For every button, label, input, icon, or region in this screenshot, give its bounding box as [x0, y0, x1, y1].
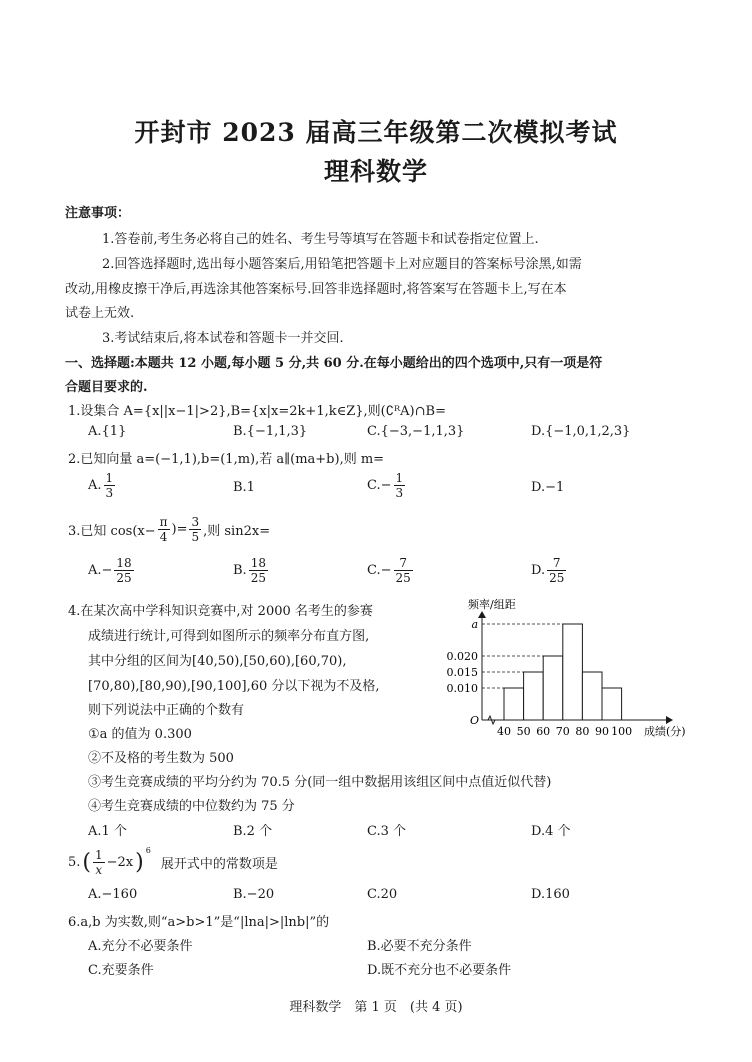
q6-option-d: D.既不充分也不必要条件	[367, 963, 512, 978]
q4-statement-4: ④考生竞赛成绩的中位数约为 75 分	[88, 799, 295, 814]
section-heading-line-1: 一、选择题:本题共 12 小题,每小题 5 分,共 60 分.在每小题给出的四个选项中,只有一项是符	[65, 356, 603, 371]
q4-option-d: D.4 个	[531, 824, 571, 839]
q4-line-4: [70,80),[80,90),[90,100],60 分以下视为不及格,	[88, 679, 380, 694]
q3-option-c: C.− $\frac{7}{25}$	[367, 556, 411, 585]
notice-item-2-line-2: 改动,用橡皮擦干净后,再选涂其他答案标号.回答非选择题时,将答案写在答题卡上,写在本	[65, 282, 567, 297]
notice-item-2-line-1: 2.回答选择题时,选出每小题答案后,用铅笔把答题卡上对应题目的答案标号涂黑,如需	[102, 257, 582, 272]
q1-option-a: A.{1}	[88, 424, 127, 439]
histogram-bar	[524, 672, 544, 720]
y-tick-label: 0.015	[446, 666, 478, 679]
q2-option-b: B.1	[233, 480, 255, 495]
y-tick-label: 0.020	[446, 650, 478, 663]
q5-option-b: B.−20	[233, 887, 275, 902]
q1-option-b: B.{−1,1,3}	[233, 424, 308, 439]
histogram-bar	[563, 624, 583, 720]
q4-option-a: A.1 个	[88, 824, 127, 839]
exam-subtitle: 理科数学	[323, 157, 428, 186]
x-tick-label: 60	[536, 725, 551, 738]
frequency-histogram	[440, 596, 690, 744]
x-tick-label: 80	[575, 725, 590, 738]
q5-option-a: A.−160	[88, 887, 138, 902]
y-axis-label: 频率/组距	[468, 598, 516, 611]
q1-option-c: C.{−3,−1,1,3}	[367, 424, 465, 439]
origin-label: O	[470, 714, 480, 727]
x-axis-label: 成绩(分)	[644, 725, 686, 738]
q4-statement-3: ③考生竞赛成绩的平均分约为 70.5 分(同一组中数据用该组区间中点值近似代替)	[88, 775, 552, 790]
page-footer: 理科数学 第 1 页 (共 4 页)	[289, 1000, 463, 1015]
q6-option-b: B.必要不充分条件	[367, 939, 472, 954]
histogram-bar	[504, 688, 524, 720]
q3-stem: 3.已知 cos(x− $\frac{\pi}{4}$ )= $\frac{3}{5}$ ,则 sin2x=	[68, 515, 271, 544]
section-heading-line-2: 合题目要求的.	[65, 380, 148, 395]
x-tick-label: 40	[497, 725, 511, 738]
q4-line-2: 成绩进行统计,可得到如图所示的频率分布直方图,	[88, 629, 370, 644]
q4-line-5: 则下列说法中正确的个数有	[88, 703, 245, 718]
notice-heading: 注意事项：	[65, 206, 131, 221]
q3-option-d: D. $\frac{7}{25}$	[531, 556, 565, 585]
x-tick-label: 50	[516, 725, 531, 738]
x-tick-label: 70	[555, 725, 570, 738]
q2-option-c: C.− $\frac{1}{3}$	[367, 471, 404, 500]
q3-option-a: A.− $\frac{18}{25}$	[88, 556, 132, 585]
q2-option-d: D.−1	[531, 480, 565, 495]
q6-stem: 6.a,b 为实数,则“a>b>1”是“|lna|>|lnb|”的	[68, 915, 330, 930]
exam-title: 开封市 2023 届高三年级第二次模拟考试	[134, 118, 618, 147]
q1-stem: 1.设集合 A={x||x−1|>2},B={x|x=2k+1,k∈Z},则(∁ᴿA)∩B=	[68, 404, 446, 419]
q2-option-a: A. $\frac{1}{3}$	[88, 471, 114, 500]
q4-option-b: B.2 个	[233, 824, 273, 839]
notice-item-3: 3.考试结束后,将本试卷和答题卡一并交回.	[102, 331, 344, 346]
x-tick-label: 90	[595, 725, 609, 738]
histogram-bar	[582, 672, 602, 720]
y-tick-label: 0.010	[446, 682, 478, 695]
y-tick-label: a	[471, 618, 478, 631]
q1-option-d: D.{−1,0,1,2,3}	[531, 424, 631, 439]
histogram-bar	[602, 688, 622, 720]
q4-line-1: 4.在某次高中学科知识竞赛中,对 2000 名考生的参赛	[68, 604, 373, 619]
notice-item-1: 1.答卷前,考生务必将自己的姓名、考生号等填写在答题卡和试卷指定位置上.	[102, 232, 539, 247]
q4-option-c: C.3 个	[367, 824, 407, 839]
q4-statement-1: ①a 的值为 0.300	[88, 727, 192, 742]
notice-item-2-line-3: 试卷上无效.	[65, 306, 135, 321]
q5-stem: 5. ( $\frac{1}{x}$ −2x ) 6 展开式中的常数项是	[68, 846, 278, 877]
q4-line-3: 其中分组的区间为[40,50),[50,60),[60,70),	[88, 654, 347, 669]
x-tick-label: 100	[611, 725, 633, 738]
q5-option-d: D.160	[531, 887, 570, 902]
q5-option-c: C.20	[367, 887, 398, 902]
q2-stem: 2.已知向量 a=(−1,1),b=(1,m),若 a∥(ma+b),则 m=	[68, 452, 385, 467]
histogram-bar	[543, 656, 563, 720]
q4-statement-2: ②不及格的考生数为 500	[88, 751, 234, 766]
q6-option-a: A.充分不必要条件	[88, 939, 193, 954]
q6-option-c: C.充要条件	[88, 963, 154, 978]
q3-option-b: B. $\frac{18}{25}$	[233, 556, 266, 585]
